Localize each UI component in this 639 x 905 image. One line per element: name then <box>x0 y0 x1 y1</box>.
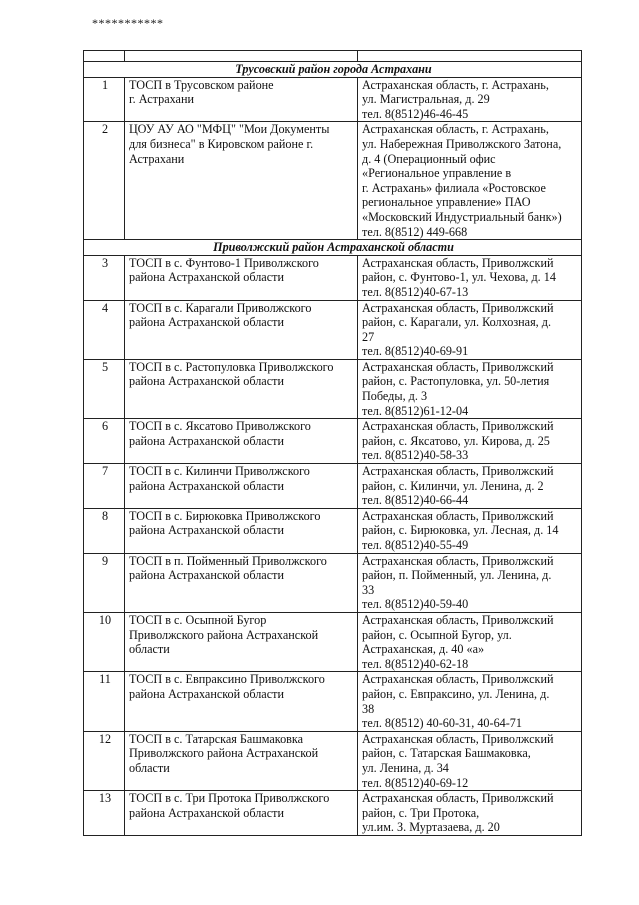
office-address <box>358 77 582 122</box>
table-row <box>84 731 582 790</box>
office-address <box>358 612 582 671</box>
office-name-line: ТОСП в п. Пойменный Приволжского <box>129 553 327 568</box>
office-address-line: район, с. Яксатово, ул. Кирова, д. 25 <box>362 433 550 448</box>
office-name-line: района Астраханской области <box>129 686 284 701</box>
office-address <box>358 731 582 790</box>
table-row <box>84 300 582 359</box>
table-blank-cell <box>84 51 125 62</box>
office-name-line: ТОСП в с. Татарская Башмаковка <box>129 731 304 746</box>
office-name <box>125 672 358 731</box>
office-address <box>358 791 582 836</box>
office-address-line: «Московский Индустриальный банк») <box>362 209 562 224</box>
office-address-line: Астраханская область, Приволжский <box>362 791 554 806</box>
office-address-line: тел. 8(8512)40-69-91 <box>362 344 469 359</box>
row-number: 5 <box>84 359 125 418</box>
office-address-line: 27 <box>362 329 375 344</box>
table-row <box>84 791 582 836</box>
office-name-line: Приволжского района Астраханской <box>129 627 319 642</box>
office-address-line: Астраханская область, Приволжский <box>362 672 554 687</box>
office-address-line: район, с. Три Протока, <box>362 805 480 820</box>
office-address-line: тел. 8(8512)40-59-40 <box>362 597 469 612</box>
office-address-line: Астраханская область, Приволжский <box>362 464 554 479</box>
office-name-line: ТОСП в с. Осыпной Бугор <box>129 612 267 627</box>
table-blank-cell <box>125 51 358 62</box>
office-name-line: района Астраханской области <box>129 523 284 538</box>
office-name <box>125 553 358 612</box>
office-name-line: района Астраханской области <box>129 805 284 820</box>
table-row <box>84 122 582 240</box>
office-address-line: г. Астрахань» филиала «Ростовское <box>362 180 546 195</box>
office-address-line: тел. 8(8512)40-66-44 <box>362 493 469 508</box>
office-address-line: район, с. Карагали, ул. Колхозная, д. <box>362 315 552 330</box>
office-address-line: район, с. Осыпной Бугор, ул. <box>362 627 512 642</box>
row-number: 13 <box>84 791 125 836</box>
office-name-line: района Астраханской области <box>129 374 284 389</box>
table-row <box>84 612 582 671</box>
section-header-row <box>84 240 582 256</box>
row-number: 7 <box>84 464 125 509</box>
office-name-line: района Астраханской области <box>129 433 284 448</box>
office-name-line: ТОСП в с. Яксатово Приволжского <box>129 419 311 434</box>
office-address-line: ул. Ленина, д. 34 <box>362 760 449 775</box>
office-name-line: Астрахани <box>129 151 185 166</box>
office-name-line: ТОСП в с. Килинчи Приволжского <box>129 464 310 479</box>
office-name <box>125 612 358 671</box>
row-number: 4 <box>84 300 125 359</box>
office-address-line: район, с. Татарская Башмаковка, <box>362 746 531 761</box>
office-name-line: ТОСП в с. Евпраксино Приволжского <box>129 672 325 687</box>
office-name-line: области <box>129 760 170 775</box>
office-address <box>358 508 582 553</box>
office-address-line: Астраханская область, Приволжский <box>362 612 554 627</box>
office-address-line: тел. 8(8512)40-62-18 <box>362 656 469 671</box>
office-address <box>358 359 582 418</box>
office-name <box>125 731 358 790</box>
office-address-line: район, с. Растопуловка, ул. 50-летия <box>362 374 550 389</box>
office-name-line: ТОСП в с. Бирюковка Приволжского <box>129 508 321 523</box>
table-row <box>84 359 582 418</box>
office-address-line: тел. 8(8512)40-69-12 <box>362 775 469 790</box>
office-address <box>358 553 582 612</box>
office-address <box>358 672 582 731</box>
office-address-line: Астраханская, д. 40 «а» <box>362 642 485 657</box>
office-address-line: Астраханская область, Приволжский <box>362 300 554 315</box>
office-name <box>125 300 358 359</box>
row-number: 12 <box>84 731 125 790</box>
office-address-line: Астраханская область, г. Астрахань, <box>362 77 549 92</box>
table-row <box>84 77 582 122</box>
office-address-line: Астраханская область, Приволжский <box>362 419 554 434</box>
section-title: Трусовский район города Астрахани <box>84 62 582 78</box>
office-name <box>125 255 358 300</box>
office-name-line: района Астраханской области <box>129 315 284 330</box>
office-address-line: региональное управление» ПАО <box>362 195 531 210</box>
office-address-line: Астраханская область, Приволжский <box>362 359 554 374</box>
office-name <box>125 122 358 240</box>
row-number: 9 <box>84 553 125 612</box>
office-name-line: района Астраханской области <box>129 478 284 493</box>
office-address-line: Астраханская область, Приволжский <box>362 553 554 568</box>
row-number: 3 <box>84 255 125 300</box>
office-name-line: ТОСП в с. Фунтово-1 Приволжского <box>129 255 319 270</box>
header-marker: *********** <box>92 16 164 30</box>
office-address-line: тел. 8(8512)46-46-45 <box>362 106 469 121</box>
office-address-line: 33 <box>362 582 375 597</box>
office-address <box>358 300 582 359</box>
row-number: 6 <box>84 419 125 464</box>
office-address-line: район, с. Килинчи, ул. Ленина, д. 2 <box>362 478 544 493</box>
office-address-line: тел. 8(8512)40-55-49 <box>362 538 469 552</box>
table-row <box>84 553 582 612</box>
office-address-line: район, с. Бирюковка, ул. Лесная, д. 14 <box>362 523 559 538</box>
row-number: 2 <box>84 122 125 240</box>
office-address-line: тел. 8(8512) 449-668 <box>362 224 468 239</box>
offices-table <box>83 50 582 836</box>
offices-table-body <box>84 51 582 836</box>
table-blank-row <box>84 51 582 62</box>
office-address-line: Астраханская область, г. Астрахань, <box>362 122 549 137</box>
row-number: 8 <box>84 508 125 553</box>
section-header-row <box>84 62 582 78</box>
office-name-line: ЦОУ АУ АО "МФЦ" "Мои Документы <box>129 122 330 137</box>
office-name-line: для бизнеса" в Кировском районе г. <box>129 136 314 151</box>
office-name-line: района Астраханской области <box>129 568 284 583</box>
office-address <box>358 122 582 240</box>
office-name <box>125 791 358 836</box>
office-name-line: г. Астрахани <box>129 92 194 107</box>
office-address-line: Астраханская область, Приволжский <box>362 255 554 270</box>
office-name-line: района Астраханской области <box>129 270 284 285</box>
office-name <box>125 464 358 509</box>
office-address-line: д. 4 (Операционный офис <box>362 151 496 166</box>
office-name <box>125 359 358 418</box>
office-address <box>358 419 582 464</box>
table-row <box>84 419 582 464</box>
office-address-line: район, с. Фунтово-1, ул. Чехова, д. 14 <box>362 270 556 285</box>
office-name-line: ТОСП в Трусовском районе <box>129 77 274 92</box>
office-address-line: тел. 8(8512)61-12-04 <box>362 403 469 418</box>
table-blank-cell <box>358 51 582 62</box>
office-name <box>125 77 358 122</box>
office-address-line: «Региональное управление в <box>362 166 512 181</box>
office-address-line: тел. 8(8512) 40-60-31, 40-64-71 <box>362 716 522 731</box>
office-address-line: Победы, д. 3 <box>362 389 428 404</box>
office-address-line: Астраханская область, Приволжский <box>362 508 554 523</box>
office-name-line: ТОСП в с. Растопуловка Приволжского <box>129 359 334 374</box>
office-address-line: ул.им. З. Муртазаева, д. 20 <box>362 820 500 835</box>
office-address-line: ул. Магистральная, д. 29 <box>362 92 490 107</box>
row-number: 11 <box>84 672 125 731</box>
office-address-line: район, с. Евпраксино, ул. Ленина, д. <box>362 686 550 701</box>
row-number: 1 <box>84 77 125 122</box>
section-title: Приволжский район Астраханской области <box>84 240 582 256</box>
row-number: 10 <box>84 612 125 671</box>
table-row <box>84 508 582 553</box>
office-address-line: ул. Набережная Приволжского Затона, <box>362 136 562 151</box>
office-name-line: области <box>129 642 170 657</box>
table-row <box>84 464 582 509</box>
table-row <box>84 255 582 300</box>
office-address-line: район, п. Пойменный, ул. Ленина, д. <box>362 568 552 583</box>
office-name <box>125 508 358 553</box>
office-address-line: 38 <box>362 701 375 716</box>
office-name <box>125 419 358 464</box>
office-name-line: ТОСП в с. Карагали Приволжского <box>129 300 312 315</box>
office-address-line: тел. 8(8512)40-67-13 <box>362 284 469 299</box>
office-address-line: Астраханская область, Приволжский <box>362 731 554 746</box>
table-row <box>84 672 582 731</box>
office-address <box>358 464 582 509</box>
office-name-line: Приволжского района Астраханской <box>129 746 319 761</box>
office-address <box>358 255 582 300</box>
office-address-line: тел. 8(8512)40-58-33 <box>362 448 469 463</box>
office-name-line: ТОСП в с. Три Протока Приволжского <box>129 791 330 806</box>
